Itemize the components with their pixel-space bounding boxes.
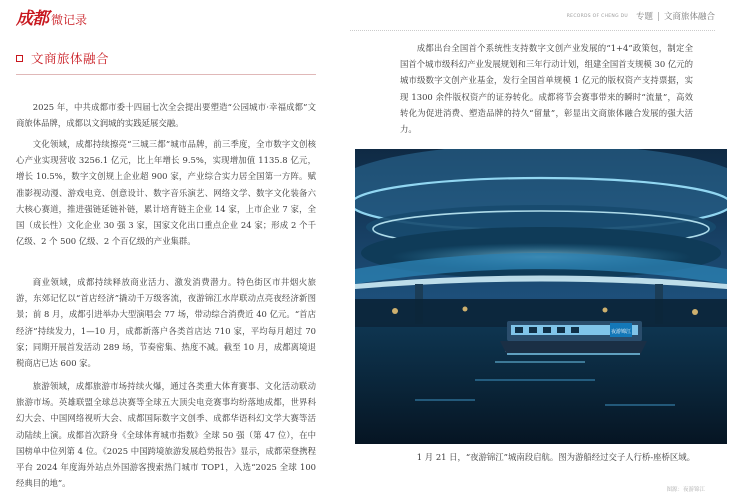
- photo-caption: 1 月 21 日，“夜游锦江”城南段启航。图为游船经过交子人行桥-座桥区域。: [416, 452, 696, 462]
- logo: [16, 4, 88, 29]
- header-divider: [350, 30, 715, 31]
- photo-credit: 图源：夜游锦江: [666, 487, 705, 493]
- logo-main: 成都: [16, 9, 48, 29]
- cruise-boat: [500, 321, 647, 355]
- section-square-icon: [16, 55, 23, 62]
- page-header: [0, 0, 733, 36]
- records-label: RECORDS OF CHENG DU: [566, 13, 628, 19]
- header-separator: [658, 12, 659, 21]
- paragraph-policy: 成都出台全国首个系统性支持数字文创产业发展的“1+4”政策包，制定全国首个城市级科幻产业发展规划和三年行动计划，组建全国首支规模 30 亿元的城市级数字文创产业基金，发行全国首单规模 1 亿元的版权资产支持票据，实现 1300 余件版权资产的证券转化。成都将节会赛事带来的瞬时“流量”，高效转化为促进消费、塑造品牌的持久“留量”，彰显出文商旅体融合发展的强大活力。: [400, 43, 693, 135]
- paragraph-tourism: 旅游领域，成都旅游市场持续火爆，通过各类重大体育赛事、文化活动联动旅游市场。英雄联盟全球总决赛等全球五大顶尖电竞赛事均纷落地成都，世界科幻大会、中国网络视听大会、成都国际数字文创季、成都华语科幻文学大赛等活动陆续上演。成都首次跻身《全球体育城市指数》全球 50 强（第 47 位），在中国榜单中位列第 4 位。《2025 中国跨境旅游发展趋势报告》显示，成都荣登携程平台 2024 年度海外站点外国游客搜索热门城市 TOP1，入选“2025 全球 100 经典目的地”。: [16, 381, 316, 489]
- boat-sign: 夜游锦江: [610, 329, 632, 335]
- header-right: [567, 10, 715, 22]
- section-header: [16, 48, 316, 75]
- section-title: 文商旅体融合: [31, 51, 110, 66]
- logo-sub: 微记录: [51, 13, 88, 27]
- paragraph-intro: 2025 年，中共成都市委十四届七次全会提出要塑造“公园城市·幸福成都”文商旅体品牌，成都以文润城的实践延展交融。: [16, 102, 316, 129]
- paragraph-commerce: 商业领域，成都持续释放商业活力、激发消费潜力。特色街区市井烟火旅游，东郊记忆以“首店经济”撬动千万级客流，夜游锦江水岸联动点亮夜经济新图景；前 8 月，成都引进举办大型演唱会 77 场，带动综合消费近 40 亿元。“首店经济”持续发力，1—10 月，成都新落户各类首店达 710 家，平均每月超过 70 家；同期开展首发活动 289 场，节奏密集、热度不减。截至 10 月，成都离境退税商店已达 600 家。: [16, 277, 316, 369]
- column-label: 专题: [635, 12, 653, 22]
- night-cruise-photo: [355, 149, 727, 444]
- photo-illustration: [355, 149, 727, 444]
- header-topic: 文商旅体融合: [663, 12, 715, 22]
- section-rule: [16, 74, 316, 75]
- paragraph-culture: 文化领域，成都持续擦亮“三城三都”城市品牌，前三季度，全市数字文创核心产业实现营收 3256.1 亿元，比上年增长 9.5%，实现增加值 1135.8 亿元，增长 10.5%，数字文创规上企业超 900 家，产业综合实力居全国第一方阵。赋准影视动漫、游戏电竞、创意设计、数字音乐演艺、网络文学、数字文化装备六大核心赛道，推进强链延链补链，累计培育链主企业 14 家，上市企业 7 家，全国（成长性）文化企业 30 强 3 家，国家文化出口重点企业 24 家；形成 2 个千亿级、2 个 500 亿级、2 个百亿级的产业集群。: [16, 139, 316, 247]
